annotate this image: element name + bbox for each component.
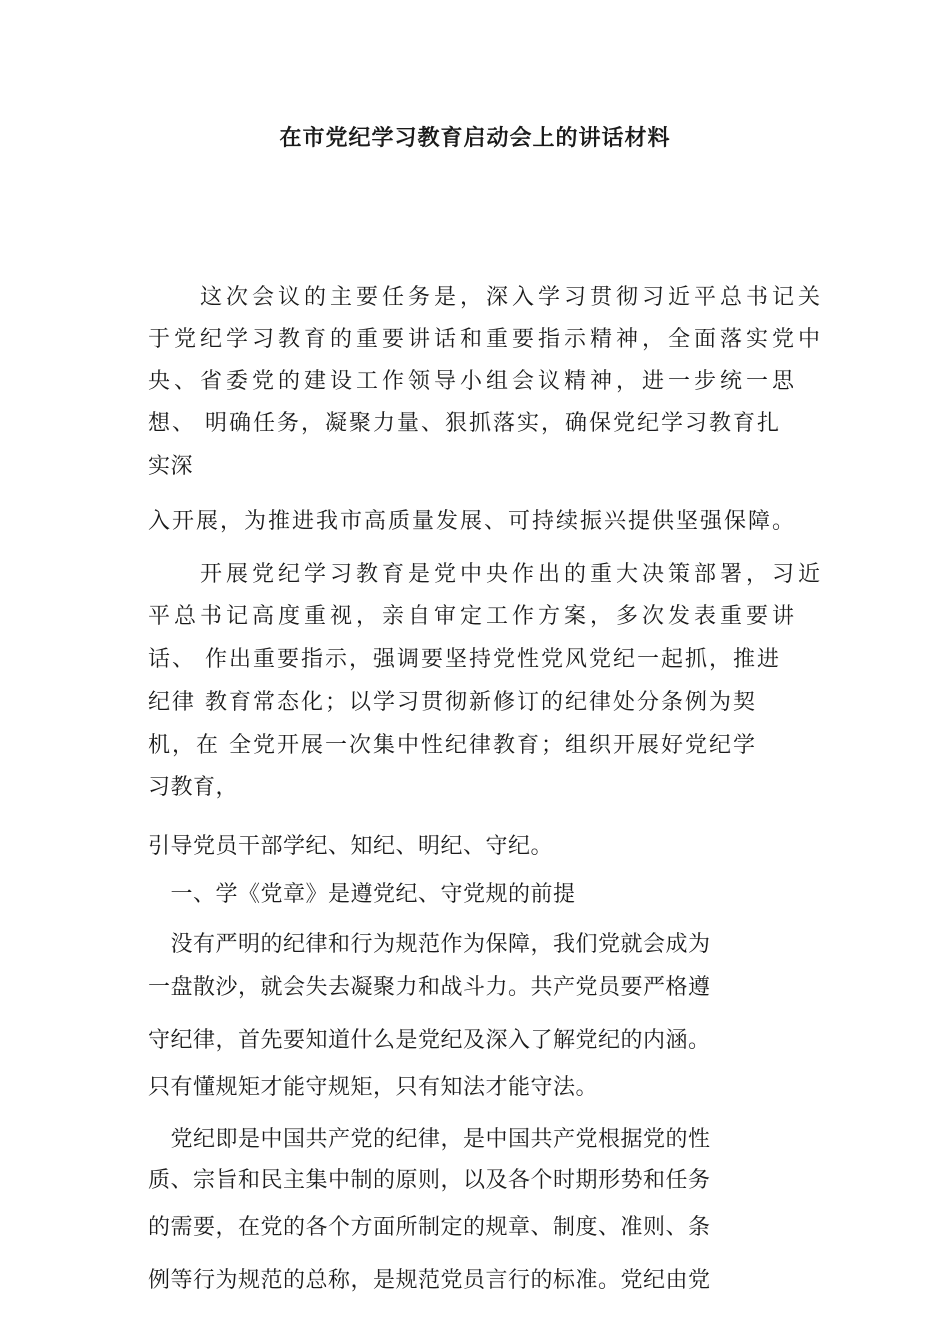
paragraph-line: 没有严明的纪律和行为规范作为保障，我们党就会成为 <box>148 932 711 957</box>
paragraph-line: 只有懂规矩才能守规矩，只有知法才能守法。 <box>148 1075 599 1100</box>
paragraph-line: 党纪即是中国共产党的纪律，是中国共产党根据党的性 <box>148 1127 711 1152</box>
paragraph-line: 想、 明确任务，凝聚力量、狠抓落实，确保党纪学习教育扎 <box>148 411 781 436</box>
paragraph-line: 纪律 教育常态化；以学习贯彻新修订的纪律处分条例为契 <box>148 690 757 715</box>
paragraph-line: 习教育， <box>148 775 239 800</box>
paragraph-line: 实深 <box>148 454 194 479</box>
paragraph-line: 这次会议的主要任务是，深入学习贯彻习近平总书记关 <box>148 285 825 310</box>
paragraph-line: 一盘散沙，就会失去凝聚力和战斗力。共产党员要严格遵 <box>148 975 711 1000</box>
document-title: 在市党纪学习教育启动会上的讲话材料 <box>279 126 671 151</box>
paragraph-line: 央、省委党的建设工作领导小组会议精神，进一步统一思 <box>148 369 799 394</box>
paragraph-line: 于党纪学习教育的重要讲话和重要指示精神，全面落实党中 <box>148 327 825 352</box>
paragraph-line: 话、 作出重要指示，强调要坚持党性党风党纪一起抓，推进 <box>148 647 781 672</box>
paragraph-line: 的需要，在党的各个方面所制定的规章、制度、准则、条 <box>148 1215 711 1240</box>
section-heading: 一、学《党章》是遵党纪、守党规的前提 <box>148 882 576 907</box>
paragraph-line: 机，在 全党开展一次集中性纪律教育；组织开展好党纪学 <box>148 733 757 758</box>
paragraph-line: 守纪律，首先要知道什么是党纪及深入了解党纪的内涵。 <box>148 1028 711 1053</box>
paragraph-line: 引导党员干部学纪、知纪、明纪、守纪。 <box>148 834 554 859</box>
paragraph-line: 入开展，为推进我市高质量发展、可持续振兴提供坚强保障。 <box>148 509 797 534</box>
paragraph-line: 质、宗旨和民主集中制的原则，以及各个时期形势和任务 <box>148 1168 711 1193</box>
paragraph-line: 例等行为规范的总称，是规范党员言行的标准。党纪由党 <box>148 1268 711 1293</box>
paragraph-line: 平总书记高度重视，亲自审定工作方案，多次发表重要讲 <box>148 604 799 629</box>
paragraph-line: 开展党纪学习教育是党中央作出的重大决策部署，习近 <box>148 562 825 587</box>
